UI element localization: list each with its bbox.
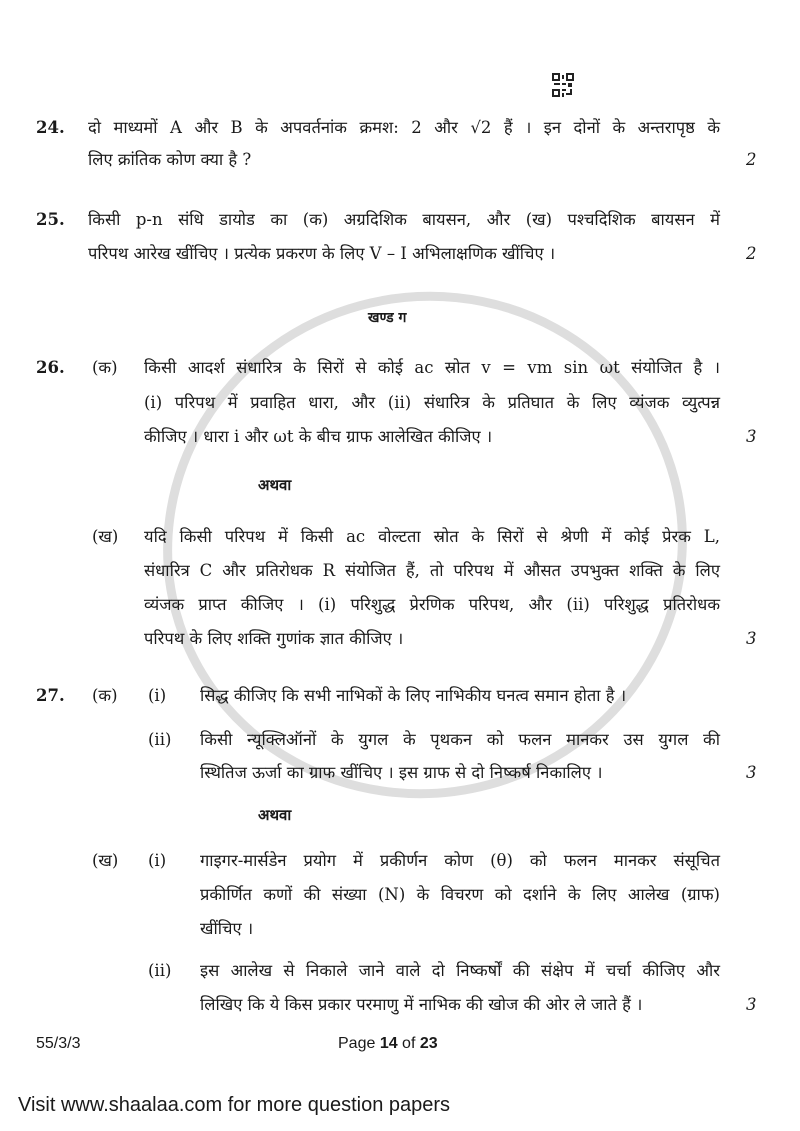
- question-number: 26.: [36, 358, 65, 377]
- part-label: (क): [92, 358, 118, 377]
- item-label: (i): [148, 851, 167, 870]
- question-number: 27.: [36, 686, 65, 705]
- qr-code-icon: [552, 73, 574, 97]
- page-indicator: [338, 1035, 438, 1053]
- page-number: 14: [379, 1035, 398, 1052]
- question-text-line: किसी आदर्श संधारित्र के सिरों से कोई ac स्रोत v = vm sin ωt संयोजित है ।: [144, 358, 720, 377]
- question-text-line: परिपथ आरेख खींचिए । प्रत्येक प्रकरण के लिए V – I अभिलाक्षणिक खींचिए ।: [88, 244, 556, 263]
- question-text-line: यदि किसी परिपथ में किसी ac वोल्टता स्रोत के सिरों से श्रेणी में कोई प्रेरक L,: [144, 527, 720, 546]
- marks: 3: [746, 427, 757, 446]
- question-number: 25.: [36, 210, 65, 229]
- question-text-line: संधारित्र C और प्रतिरोधक R संयोजित हैं, तो परिपथ में औसत उपभुक्त शक्ति के लिए: [144, 561, 720, 580]
- marks: 3: [746, 763, 757, 782]
- question-text-line: दो माध्यमों A और B के अपवर्तनांक क्रमश: 2 और √2 हैं । इन दोनों के अन्तरापृष्ठ के: [88, 118, 720, 137]
- marks: 3: [746, 629, 757, 648]
- or-label: अथवा: [258, 476, 292, 494]
- part-label: (ख): [92, 527, 119, 546]
- question-text-line: प्रकीर्णित कणों की संख्या (N) के विचरण को दर्शाने के लिए आलेख (ग्राफ): [200, 885, 720, 904]
- question-text-line: व्यंजक प्राप्त कीजिए । (i) परिशुद्ध प्रेरणिक परिपथ, और (ii) परिशुद्ध प्रतिरोधक: [144, 595, 720, 614]
- question-text-line: स्थितिज ऊर्जा का ग्राफ खींचिए । इस ग्राफ से दो निष्कर्ष निकालिए ।: [200, 763, 603, 782]
- question-text-line: लिखिए कि ये किस प्रकार परमाणु में नाभिक की खोज की ओर ले जाते हैं ।: [200, 995, 643, 1014]
- question-text-line: किसी p-n संधि डायोड का (क) अग्रदिशिक बायसन, और (ख) पश्चदिशिक बायसन में: [88, 210, 720, 229]
- question-text-line: खींचिए ।: [200, 919, 254, 938]
- section-heading: खण्ड ग: [368, 310, 407, 326]
- marks: 3: [746, 995, 757, 1014]
- question-text-line: परिपथ के लिए शक्ति गुणांक ज्ञात कीजिए ।: [144, 629, 404, 648]
- or-label: अथवा: [258, 806, 292, 824]
- question-text-line: कीजिए । धारा i और ωt के बीच ग्राफ आलेखित कीजिए ।: [144, 427, 493, 446]
- item-label: (ii): [148, 961, 172, 980]
- item-label: (i): [148, 686, 167, 705]
- question-text-line: लिए क्रांतिक कोण क्या है ?: [88, 150, 252, 169]
- paper-code: 55/3/3: [36, 1035, 81, 1052]
- page-prefix: Page: [338, 1035, 380, 1052]
- question-text-line: गाइगर-मार्सडेन प्रयोग में प्रकीर्णन कोण (θ) को फलन मानकर संसूचित: [200, 851, 720, 870]
- question-text-line: किसी न्यूक्लिऑनों के युगल के पृथकन को फलन मानकर उस युगल की: [200, 730, 720, 749]
- question-number: 24.: [36, 118, 65, 137]
- page-total: 23: [419, 1035, 438, 1052]
- visit-link-text[interactable]: Visit www.shaalaa.com for more question papers: [18, 1094, 451, 1116]
- question-text-line: सिद्ध कीजिए कि सभी नाभिकों के लिए नाभिकीय घनत्व समान होता है ।: [200, 686, 627, 705]
- question-text-line: इस आलेख से निकाले जाने वाले दो निष्कर्षों की संक्षेप में चर्चा कीजिए और: [200, 961, 720, 980]
- item-label: (ii): [148, 730, 172, 749]
- part-label: (ख): [92, 851, 119, 870]
- question-text-line: (i) परिपथ में प्रवाहित धारा, और (ii) संधारित्र के प्रतिघात के लिए व्यंजक व्युत्पन्न: [144, 393, 720, 412]
- part-label: (क): [92, 686, 118, 705]
- marks: 2: [746, 150, 757, 169]
- marks: 2: [746, 244, 757, 263]
- page-of: of: [397, 1035, 420, 1052]
